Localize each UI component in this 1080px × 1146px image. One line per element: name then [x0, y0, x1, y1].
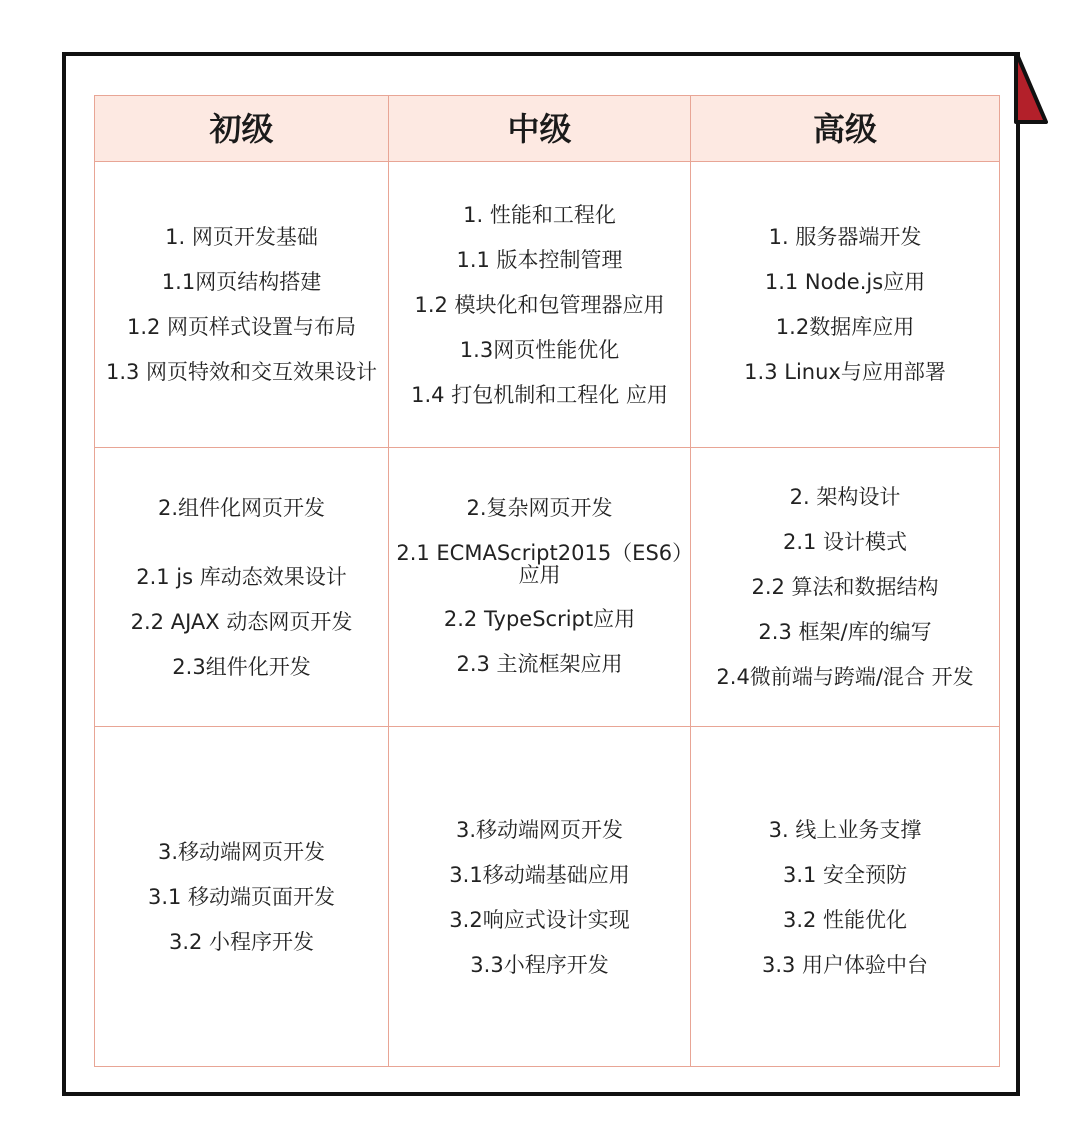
list-item: 3.1 移动端页面开发: [147, 885, 336, 909]
skill-level-table: [94, 95, 1000, 1067]
list-item: 3.3小程序开发: [470, 953, 609, 977]
table-row: [95, 161, 999, 448]
list-item: 2.组件化网页开发: [157, 496, 326, 520]
list-item: 1.2 模块化和包管理器应用: [414, 293, 665, 317]
list-item: 2.2 算法和数据结构: [751, 575, 939, 599]
beginner-cell: [95, 447, 389, 726]
list-item: 2.2 AJAX 动态网页开发: [130, 610, 353, 634]
list-item: 2.3 主流框架应用: [456, 652, 623, 676]
list-item: 2.3 框架/库的编写: [758, 620, 932, 644]
intermediate-cell: [389, 447, 691, 726]
list-item: 1.4 打包机制和工程化 应用: [411, 383, 668, 407]
intermediate-cell: [389, 161, 691, 447]
list-item: 1.2数据库应用: [775, 315, 915, 339]
advanced-cell: [691, 726, 999, 1066]
table-row: [95, 447, 999, 727]
header-intermediate: 中级: [389, 96, 691, 161]
list-item: 1.1网页结构搭建: [161, 270, 322, 294]
list-item: 2.3组件化开发: [172, 655, 311, 679]
list-item: 3. 线上业务支撑: [768, 818, 922, 842]
header-advanced: 高级: [812, 109, 877, 148]
list-item: 2.2 TypeScript应用: [443, 607, 636, 631]
list-item: 3.2响应式设计实现: [449, 908, 630, 932]
list-item: 1.3网页性能优化: [459, 338, 620, 362]
list-item: 2.复杂网页开发: [466, 496, 613, 520]
list-item: 1.1 Node.js应用: [764, 270, 926, 294]
list-item: 1. 服务器端开发: [768, 225, 922, 249]
list-item: 2.1 js 库动态效果设计: [136, 565, 347, 589]
list-item: 3.2 性能优化: [782, 908, 908, 932]
list-item: 3.1 安全预防: [782, 863, 908, 887]
table-row: [95, 726, 999, 1066]
advanced-cell: [691, 447, 999, 726]
list-item: 1.3 Linux与应用部署: [744, 360, 946, 384]
list-item: 3.移动端网页开发: [455, 818, 624, 842]
list-item: 1.3 网页特效和交互效果设计: [105, 360, 378, 384]
list-item: 1. 性能和工程化: [463, 203, 616, 227]
list-item: 2.4微前端与跨端/混合 开发: [716, 665, 974, 689]
advanced-cell: [691, 161, 999, 447]
header-beginner: 初级: [95, 96, 389, 161]
list-item: 1. 网页开发基础: [165, 225, 318, 249]
table-header-row: [95, 96, 999, 162]
intermediate-cell: [389, 726, 691, 1066]
folded-corner-icon: [1014, 52, 1048, 126]
list-item: 1.2 网页样式设置与布局: [126, 315, 357, 339]
beginner-cell: [95, 161, 389, 447]
beginner-cell: [95, 726, 389, 1066]
list-item: 3.3 用户体验中台: [761, 953, 929, 977]
list-item: 3.1移动端基础应用: [449, 863, 630, 887]
list-item: 2. 架构设计: [789, 485, 901, 509]
list-item: 3.2 小程序开发: [168, 930, 315, 954]
list-item: 2.1 设计模式: [782, 530, 908, 554]
list-item: 1.1 版本控制管理: [456, 248, 623, 272]
list-item: 2.1 ECMAScript2015（ES6）应用: [396, 541, 683, 587]
list-item: 3.移动端网页开发: [157, 840, 326, 864]
